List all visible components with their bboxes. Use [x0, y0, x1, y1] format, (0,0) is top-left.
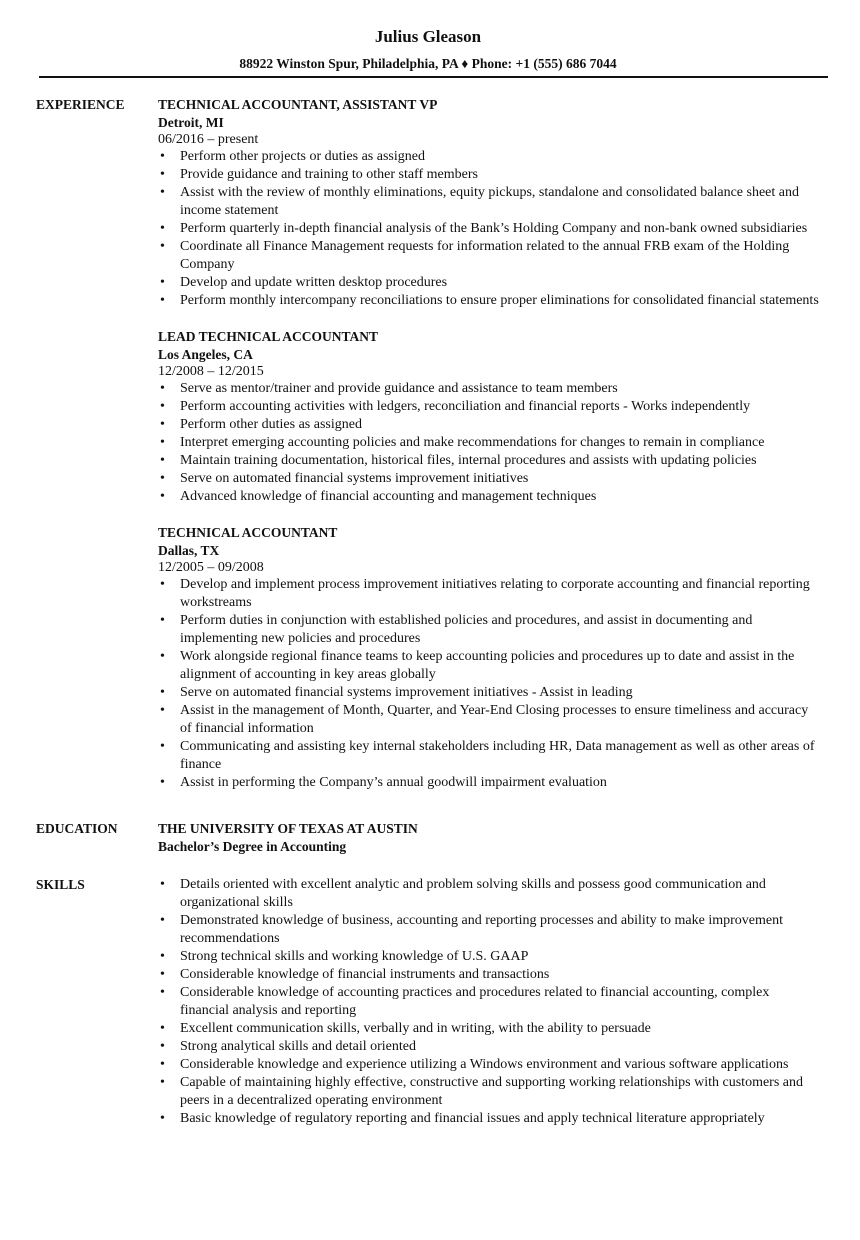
job-bullets — [158, 576, 820, 792]
skill-item: • Demonstrated knowledge of business, accounting and reporting processes and ability to make improvement recommendations — [180, 912, 820, 948]
education-section — [36, 820, 820, 856]
skills-body — [158, 876, 820, 1128]
bullet-item: • Perform other duties as assigned — [180, 416, 820, 434]
education-school: THE UNIVERSITY OF TEXAS AT AUSTIN — [158, 821, 418, 836]
skill-item: • Details oriented with excellent analytic and problem solving skills and possess good communication and organizational skills — [180, 876, 820, 912]
bullet-item: • Perform monthly intercompany reconciliations to ensure proper eliminations for consolidated financial statements — [180, 292, 820, 310]
bullet-item: • Work alongside regional finance teams to keep accounting policies and procedures up to date and assist in the alignment of accounting in key areas globally — [180, 648, 820, 684]
job-entry — [158, 524, 820, 792]
skill-item: • Capable of maintaining highly effective, constructive and supporting working relationships with customers and peers in a decentralized operating environment — [180, 1074, 820, 1110]
skill-item: • Considerable knowledge and experience utilizing a Windows environment and various software applications — [180, 1056, 820, 1074]
bullet-item: • Develop and update written desktop procedures — [180, 274, 820, 292]
bullet-item: • Assist in performing the Company’s annual goodwill impairment evaluation — [180, 774, 820, 792]
bullet-item: • Advanced knowledge of financial accounting and management techniques — [180, 488, 820, 506]
job-title: TECHNICAL ACCOUNTANT — [158, 525, 338, 540]
skill-item: • Strong technical skills and working knowledge of U.S. GAAP — [180, 948, 820, 966]
bullet-item: • Serve on automated financial systems improvement initiatives - Assist in leading — [180, 684, 820, 702]
bullet-item: • Serve on automated financial systems improvement initiatives — [180, 470, 820, 488]
header-divider — [39, 76, 828, 78]
job-title: LEAD TECHNICAL ACCOUNTANT — [158, 329, 379, 344]
bullet-item: • Develop and implement process improvement initiatives relating to corporate accounting and financial reporting workstreams — [180, 576, 820, 612]
bullet-item: • Maintain training documentation, historical files, internal procedures and assists with updating policies — [180, 452, 820, 470]
experience-section — [36, 96, 820, 810]
education-degree: Bachelor’s Degree in Accounting — [158, 839, 347, 854]
bullet-item: • Perform accounting activities with ledgers, reconciliation and financial reports - Works independently — [180, 398, 820, 416]
section-label-skills: SKILLS — [36, 877, 85, 892]
skill-item: • Considerable knowledge of financial instruments and transactions — [180, 966, 820, 984]
bullet-item: • Perform quarterly in-depth financial analysis of the Bank’s Holding Company and non-bank owned subsidiaries — [180, 220, 820, 238]
job-bullets — [158, 148, 820, 310]
job-dates: 12/2008 – 12/2015 — [158, 364, 264, 379]
job-location: Detroit, MI — [158, 115, 224, 130]
job-title: TECHNICAL ACCOUNTANT, ASSISTANT VP — [158, 97, 438, 112]
job-dates: 06/2016 – present — [158, 132, 259, 147]
job-entry — [158, 328, 820, 506]
job-bullets — [158, 380, 820, 506]
bullet-item: • Assist in the management of Month, Quarter, and Year-End Closing processes to ensure timeliness and accuracy of financial information — [180, 702, 820, 738]
skill-item: • Basic knowledge of regulatory reporting and financial issues and apply technical literature appropriately — [180, 1110, 820, 1128]
section-label-experience: EXPERIENCE — [36, 97, 125, 112]
skills-section — [36, 876, 820, 1128]
bullet-item: • Provide guidance and training to other staff members — [180, 166, 820, 184]
candidate-name: Julius Gleason — [374, 27, 482, 46]
bullet-item: • Assist with the review of monthly eliminations, equity pickups, standalone and consolidated balance sheet and income statement — [180, 184, 820, 220]
job-entry — [158, 96, 820, 310]
job-dates: 12/2005 – 09/2008 — [158, 560, 264, 575]
skill-item: • Considerable knowledge of accounting practices and procedures related to financial accounting, complex financial analysis and reporting — [180, 984, 820, 1020]
job-location: Dallas, TX — [158, 543, 220, 558]
bullet-item: • Serve as mentor/trainer and provide guidance and assistance to team members — [180, 380, 820, 398]
bullet-item: • Perform duties in conjunction with established policies and procedures, and assist in documenting and implementing new policies and procedures — [180, 612, 820, 648]
job-location: Los Angeles, CA — [158, 347, 253, 362]
skill-item: • Excellent communication skills, verbally and in writing, with the ability to persuade — [180, 1020, 820, 1038]
resume-header — [36, 0, 820, 73]
bullet-item: • Perform other projects or duties as assigned — [180, 148, 820, 166]
bullet-item: • Communicating and assisting key internal stakeholders including HR, Data management as well as other areas of finance — [180, 738, 820, 774]
bullet-item: • Coordinate all Finance Management requests for information related to the annual FRB exam of the Holding Company — [180, 238, 820, 274]
bullet-item: • Interpret emerging accounting policies and make recommendations for changes to remain in compliance — [180, 434, 820, 452]
education-body — [158, 820, 820, 856]
skill-item: • Strong analytical skills and detail oriented — [180, 1038, 820, 1056]
section-label-education: EDUCATION — [36, 821, 118, 836]
skills-list — [158, 876, 820, 1128]
experience-body — [158, 96, 820, 810]
contact-line: 88922 Winston Spur, Philadelphia, PA ♦ Phone: +1 (555) 686 7044 — [239, 56, 617, 71]
